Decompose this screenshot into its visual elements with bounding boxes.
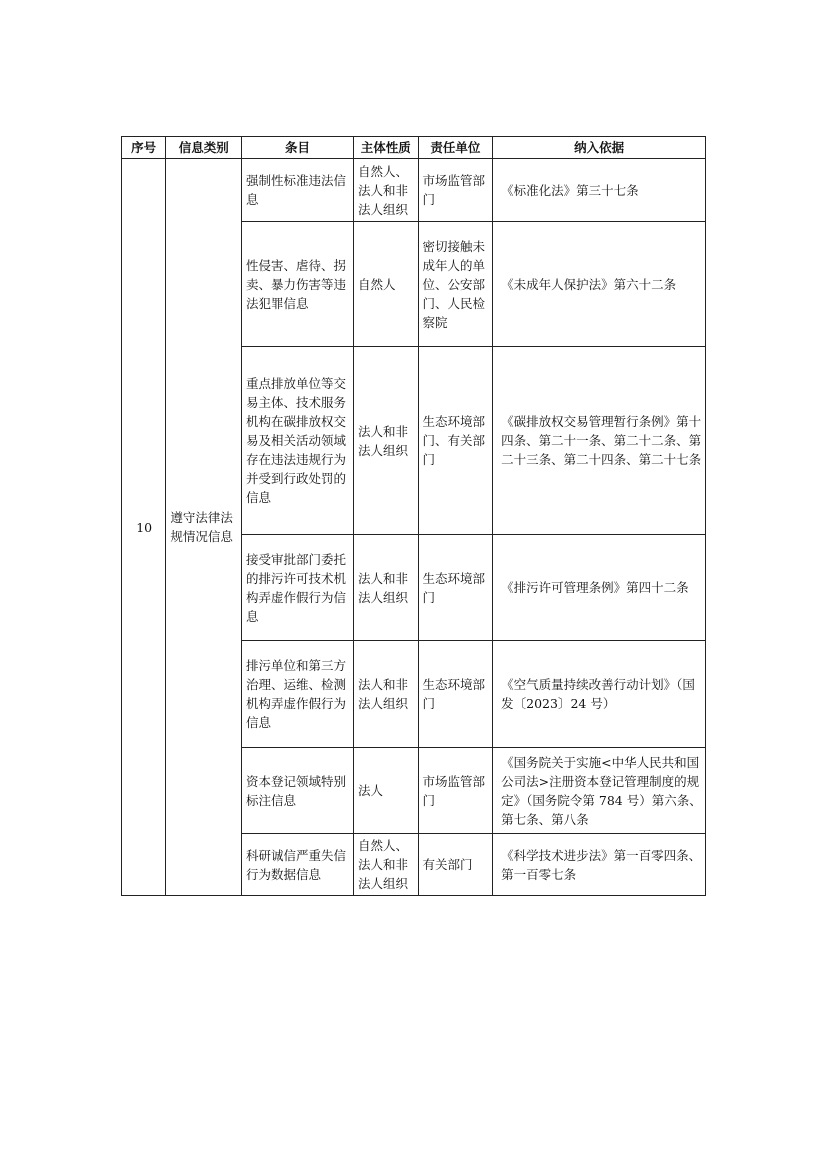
unit-cell: 市场监管部门 (418, 159, 493, 222)
item-cell: 科研诚信严重失信行为数据信息 (242, 834, 354, 896)
header-row (122, 137, 706, 159)
nature-cell: 自然人、法人和非法人组织 (353, 834, 418, 896)
item-cell: 重点排放单位等交易主体、技术服务机构在碳排放权交易及相关活动领域存在违法违规行为并受到行政处罚的信息 (242, 347, 354, 535)
table-body (122, 159, 706, 896)
header-category: 信息类别 (166, 137, 242, 159)
header-basis: 纳入依据 (493, 137, 706, 159)
basis-cell: 《标准化法》第三十七条 (493, 159, 706, 222)
nature-cell: 法人 (353, 748, 418, 834)
item-cell: 资本登记领域特别标注信息 (242, 748, 354, 834)
item-cell: 强制性标准违法信息 (242, 159, 354, 222)
unit-cell: 市场监管部门 (418, 748, 493, 834)
header-seq: 序号 (122, 137, 166, 159)
basis-cell: 《空气质量持续改善行动计划》（国发〔2023〕24 号） (493, 641, 706, 748)
table-row (122, 159, 706, 222)
unit-cell: 有关部门 (418, 834, 493, 896)
group-seq-cell: 10 (122, 159, 166, 896)
unit-cell: 生态环境部门 (418, 535, 493, 641)
unit-cell: 生态环境部门、有关部门 (418, 347, 493, 535)
header-nature: 主体性质 (353, 137, 418, 159)
group-category-cell: 遵守法律法规情况信息 (166, 159, 242, 896)
item-cell: 排污单位和第三方治理、运维、检测机构弄虚作假行为信息 (242, 641, 354, 748)
nature-cell: 法人和非法人组织 (353, 535, 418, 641)
item-cell: 接受审批部门委托的排污许可技术机构弄虚作假行为信息 (242, 535, 354, 641)
basis-cell: 《科学技术进步法》第一百零四条、第一百零七条 (493, 834, 706, 896)
basis-cell: 《未成年人保护法》第六十二条 (493, 222, 706, 347)
header-unit: 责任单位 (418, 137, 493, 159)
table-header (122, 137, 706, 159)
unit-cell: 生态环境部门 (418, 641, 493, 748)
nature-cell: 法人和非法人组织 (353, 641, 418, 748)
header-item: 条目 (242, 137, 354, 159)
nature-cell: 法人和非法人组织 (353, 347, 418, 535)
nature-cell: 自然人、法人和非法人组织 (353, 159, 418, 222)
credit-info-table (121, 136, 706, 896)
basis-cell: 《碳排放权交易管理暂行条例》第十四条、第二十一条、第二十二条、第二十三条、第二十四条、第二十七条 (493, 347, 706, 535)
nature-cell: 自然人 (353, 222, 418, 347)
item-cell: 性侵害、虐待、拐卖、暴力伤害等违法犯罪信息 (242, 222, 354, 347)
basis-cell: 《排污许可管理条例》第四十二条 (493, 535, 706, 641)
unit-cell: 密切接触未成年人的单位、公安部门、人民检察院 (418, 222, 493, 347)
basis-cell: 《国务院关于实施<中华人民共和国公司法>注册资本登记管理制度的规定》（国务院令第 784 号）第六条、第七条、第八条 (493, 748, 706, 834)
